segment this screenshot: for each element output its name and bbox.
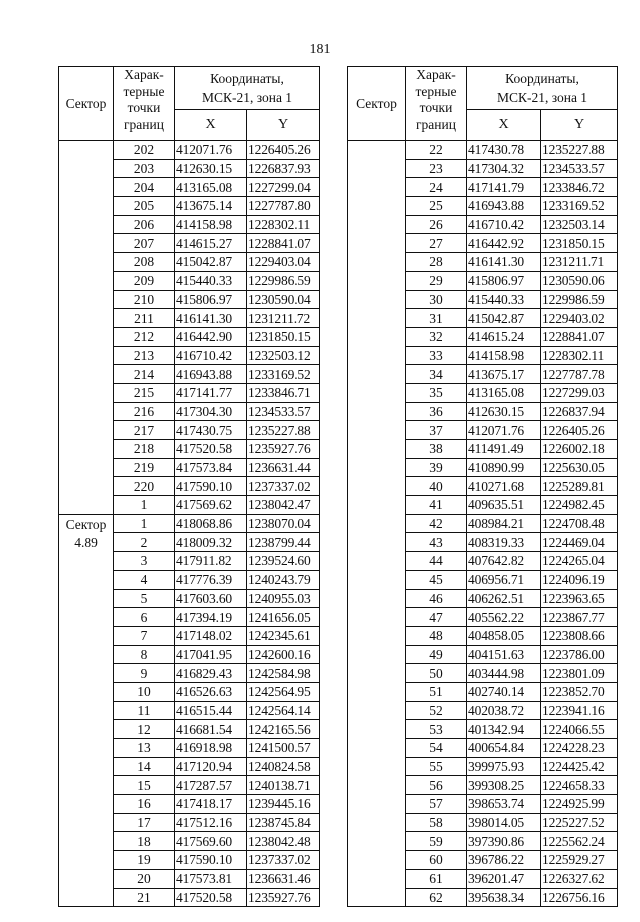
point-number: 219 [114, 458, 175, 477]
coord-x: 408319.33 [467, 533, 541, 552]
coord-x: 412071.76 [467, 421, 541, 440]
coord-x: 417520.58 [175, 888, 247, 907]
coord-y: 1224265.04 [541, 552, 618, 571]
coord-x: 417569.62 [175, 496, 247, 515]
point-number: 62 [406, 888, 467, 907]
coord-x: 396786.22 [467, 851, 541, 870]
point-number: 49 [406, 645, 467, 664]
point-number: 59 [406, 832, 467, 851]
coord-x: 416943.88 [467, 197, 541, 216]
coord-y: 1241656.05 [247, 608, 320, 627]
sector-cell [59, 514, 114, 906]
coord-y: 1240243.79 [247, 570, 320, 589]
coord-x: 417520.58 [175, 440, 247, 459]
coord-y: 1238042.47 [247, 496, 320, 515]
point-number: 1 [114, 514, 175, 533]
point-number: 217 [114, 421, 175, 440]
coord-x: 398653.74 [467, 795, 541, 814]
header-x: X [175, 110, 247, 141]
header-x: X [467, 110, 541, 141]
coord-y: 1226837.94 [541, 402, 618, 421]
coord-y: 1228841.07 [541, 327, 618, 346]
coord-x: 416943.88 [175, 365, 247, 384]
coord-y: 1228841.07 [247, 234, 320, 253]
coord-x: 417512.16 [175, 813, 247, 832]
coord-x: 415440.33 [175, 271, 247, 290]
point-number: 35 [406, 383, 467, 402]
coord-x: 396201.47 [467, 869, 541, 888]
point-number: 36 [406, 402, 467, 421]
coord-y: 1224708.48 [541, 514, 618, 533]
coord-x: 417569.60 [175, 832, 247, 851]
coord-x: 415440.33 [467, 290, 541, 309]
header-char-line: границ [124, 116, 164, 132]
point-number: 22 [406, 141, 467, 160]
header-char-line: границ [416, 116, 456, 132]
coord-y: 1226405.26 [541, 421, 618, 440]
point-number: 216 [114, 402, 175, 421]
coord-x: 416141.30 [467, 253, 541, 272]
coord-y: 1241500.57 [247, 739, 320, 758]
coord-x: 417430.75 [175, 421, 247, 440]
coord-x: 418009.32 [175, 533, 247, 552]
coord-y: 1226002.18 [541, 440, 618, 459]
coord-y: 1242564.14 [247, 701, 320, 720]
point-number: 210 [114, 290, 175, 309]
point-number: 18 [114, 832, 175, 851]
coord-y: 1223801.09 [541, 664, 618, 683]
point-number: 27 [406, 234, 467, 253]
header-coords-line: МСК-21, зона 1 [201, 90, 293, 105]
coord-y: 1233169.52 [247, 365, 320, 384]
header-char-line: Харак- [124, 67, 164, 82]
point-number: 3 [114, 552, 175, 571]
coord-x: 414158.98 [175, 215, 247, 234]
coord-y: 1231211.72 [247, 309, 320, 328]
coord-y: 1225562.24 [541, 832, 618, 851]
coord-y: 1233169.52 [541, 197, 618, 216]
coord-y: 1231211.71 [541, 253, 618, 272]
point-number: 41 [406, 496, 467, 515]
point-number: 29 [406, 271, 467, 290]
coord-y: 1225630.05 [541, 458, 618, 477]
point-number: 26 [406, 215, 467, 234]
coord-y: 1223808.66 [541, 626, 618, 645]
coord-x: 417041.95 [175, 645, 247, 664]
point-number: 32 [406, 327, 467, 346]
coord-y: 1227299.03 [541, 383, 618, 402]
point-number: 17 [114, 813, 175, 832]
coord-x: 416710.42 [175, 346, 247, 365]
coord-x: 413675.14 [175, 197, 247, 216]
coord-x: 416918.98 [175, 739, 247, 758]
coord-y: 1226405.26 [247, 141, 320, 160]
point-number: 215 [114, 383, 175, 402]
coord-x: 401342.94 [467, 720, 541, 739]
coord-y: 1224982.45 [541, 496, 618, 515]
coord-x: 415042.87 [467, 309, 541, 328]
point-number: 5 [114, 589, 175, 608]
coord-x: 411491.49 [467, 440, 541, 459]
point-number: 24 [406, 178, 467, 197]
header-char-points [114, 67, 175, 141]
coord-y: 1238070.04 [247, 514, 320, 533]
point-number: 61 [406, 869, 467, 888]
header-y: Y [247, 110, 320, 141]
point-number: 46 [406, 589, 467, 608]
coord-y: 1230590.06 [541, 271, 618, 290]
coord-y: 1227787.80 [247, 197, 320, 216]
point-number: 208 [114, 253, 175, 272]
point-number: 53 [406, 720, 467, 739]
coord-x: 408984.21 [467, 514, 541, 533]
coord-y: 1235927.76 [247, 440, 320, 459]
point-number: 50 [406, 664, 467, 683]
coord-x: 417911.82 [175, 552, 247, 571]
coord-x: 416442.90 [175, 327, 247, 346]
point-number: 42 [406, 514, 467, 533]
coord-y: 1229403.02 [541, 309, 618, 328]
coord-x: 399975.93 [467, 757, 541, 776]
point-number: 15 [114, 776, 175, 795]
coord-y: 1242600.16 [247, 645, 320, 664]
coord-x: 416442.92 [467, 234, 541, 253]
header-sector: Сектор [59, 67, 114, 141]
sector-label: 4.89 [74, 534, 98, 550]
header-coordinates [175, 67, 320, 110]
coord-x: 414615.27 [175, 234, 247, 253]
coord-y: 1229403.04 [247, 253, 320, 272]
coord-y: 1224096.19 [541, 570, 618, 589]
coord-y: 1223852.70 [541, 682, 618, 701]
coord-y: 1238042.48 [247, 832, 320, 851]
coord-x: 415042.87 [175, 253, 247, 272]
header-char-points [406, 67, 467, 141]
coord-y: 1236631.44 [247, 458, 320, 477]
point-number: 40 [406, 477, 467, 496]
coord-x: 416515.44 [175, 701, 247, 720]
table-row [59, 141, 320, 160]
coord-x: 395638.34 [467, 888, 541, 907]
point-number: 30 [406, 290, 467, 309]
point-number: 16 [114, 795, 175, 814]
point-number: 54 [406, 739, 467, 758]
point-number: 202 [114, 141, 175, 160]
point-number: 31 [406, 309, 467, 328]
coord-x: 410890.99 [467, 458, 541, 477]
table-body-right [348, 141, 618, 907]
coord-y: 1239445.16 [247, 795, 320, 814]
point-number: 60 [406, 851, 467, 870]
point-number: 214 [114, 365, 175, 384]
point-number: 213 [114, 346, 175, 365]
point-number: 212 [114, 327, 175, 346]
coord-x: 416710.42 [467, 215, 541, 234]
sector-cell [59, 141, 114, 515]
header-coords-line: Координаты, [505, 71, 579, 86]
point-number: 207 [114, 234, 175, 253]
coord-y: 1238745.84 [247, 813, 320, 832]
coord-x: 416829.43 [175, 664, 247, 683]
point-number: 45 [406, 570, 467, 589]
coord-x: 402740.14 [467, 682, 541, 701]
coord-x: 413165.08 [467, 383, 541, 402]
coord-x: 417304.30 [175, 402, 247, 421]
point-number: 58 [406, 813, 467, 832]
coord-x: 400654.84 [467, 739, 541, 758]
coordinates-table-right [347, 66, 618, 907]
point-number: 6 [114, 608, 175, 627]
point-number: 38 [406, 440, 467, 459]
coord-y: 1235227.88 [541, 141, 618, 160]
coord-x: 406262.51 [467, 589, 541, 608]
coord-x: 415806.97 [175, 290, 247, 309]
coord-y: 1223867.77 [541, 608, 618, 627]
coord-x: 417141.77 [175, 383, 247, 402]
coord-x: 413675.17 [467, 365, 541, 384]
point-number: 56 [406, 776, 467, 795]
coord-x: 417418.17 [175, 795, 247, 814]
coord-y: 1225929.27 [541, 851, 618, 870]
point-number: 209 [114, 271, 175, 290]
coord-x: 417430.78 [467, 141, 541, 160]
table-row [59, 514, 320, 533]
point-number: 1 [114, 496, 175, 515]
coord-x: 409635.51 [467, 496, 541, 515]
coord-x: 405562.22 [467, 608, 541, 627]
coord-x: 406956.71 [467, 570, 541, 589]
coord-x: 407642.82 [467, 552, 541, 571]
coord-y: 1238799.44 [247, 533, 320, 552]
coord-y: 1226327.62 [541, 869, 618, 888]
coord-y: 1227299.04 [247, 178, 320, 197]
point-number: 7 [114, 626, 175, 645]
point-number: 220 [114, 477, 175, 496]
point-number: 205 [114, 197, 175, 216]
coord-y: 1230590.04 [247, 290, 320, 309]
point-number: 39 [406, 458, 467, 477]
coord-x: 399308.25 [467, 776, 541, 795]
page-number: 181 [309, 42, 331, 57]
coord-x: 404858.05 [467, 626, 541, 645]
point-number: 37 [406, 421, 467, 440]
point-number: 44 [406, 552, 467, 571]
point-number: 55 [406, 757, 467, 776]
header-char-line: точки [127, 100, 161, 115]
coord-x: 412071.76 [175, 141, 247, 160]
coord-y: 1226837.93 [247, 159, 320, 178]
coord-x: 418068.86 [175, 514, 247, 533]
coord-y: 1232503.12 [247, 346, 320, 365]
coord-y: 1234533.57 [247, 402, 320, 421]
point-number: 206 [114, 215, 175, 234]
coord-x: 402038.72 [467, 701, 541, 720]
coord-y: 1224469.04 [541, 533, 618, 552]
point-number: 33 [406, 346, 467, 365]
point-number: 10 [114, 682, 175, 701]
table-body-left [59, 141, 320, 907]
coord-x: 417141.79 [467, 178, 541, 197]
point-number: 47 [406, 608, 467, 627]
coord-x: 416681.54 [175, 720, 247, 739]
coord-x: 404151.63 [467, 645, 541, 664]
coord-y: 1234533.57 [541, 159, 618, 178]
coord-x: 417776.39 [175, 570, 247, 589]
coord-x: 416526.63 [175, 682, 247, 701]
coord-x: 417287.57 [175, 776, 247, 795]
point-number: 34 [406, 365, 467, 384]
coord-y: 1227787.78 [541, 365, 618, 384]
header-char-line: терные [415, 83, 457, 99]
sector-label: Сектор [65, 516, 107, 532]
coord-x: 417603.60 [175, 589, 247, 608]
header-y: Y [541, 110, 618, 141]
coord-y: 1240138.71 [247, 776, 320, 795]
header-coordinates [467, 67, 618, 110]
point-number: 12 [114, 720, 175, 739]
point-number: 8 [114, 645, 175, 664]
coord-y: 1225289.81 [541, 477, 618, 496]
coord-y: 1223963.65 [541, 589, 618, 608]
point-number: 20 [114, 869, 175, 888]
header-coords-line: Координаты, [210, 71, 284, 86]
coord-y: 1239524.60 [247, 552, 320, 571]
coord-x: 417394.19 [175, 608, 247, 627]
coord-y: 1224228.23 [541, 739, 618, 758]
point-number: 51 [406, 682, 467, 701]
coord-y: 1242345.61 [247, 626, 320, 645]
point-number: 204 [114, 178, 175, 197]
coord-x: 412630.15 [467, 402, 541, 421]
point-number: 21 [114, 888, 175, 907]
coord-y: 1242564.95 [247, 682, 320, 701]
point-number: 9 [114, 664, 175, 683]
coord-y: 1242165.56 [247, 720, 320, 739]
coord-y: 1240955.03 [247, 589, 320, 608]
point-number: 57 [406, 795, 467, 814]
coord-y: 1240824.58 [247, 757, 320, 776]
coord-y: 1235227.88 [247, 421, 320, 440]
coord-x: 415806.97 [467, 271, 541, 290]
coordinates-table-left [58, 66, 320, 907]
point-number: 13 [114, 739, 175, 758]
coord-y: 1223786.00 [541, 645, 618, 664]
point-number: 2 [114, 533, 175, 552]
coord-x: 414158.98 [467, 346, 541, 365]
coord-x: 412630.15 [175, 159, 247, 178]
coord-y: 1232503.14 [541, 215, 618, 234]
coord-x: 403444.98 [467, 664, 541, 683]
coord-y: 1229986.59 [247, 271, 320, 290]
coord-y: 1242584.98 [247, 664, 320, 683]
point-number: 218 [114, 440, 175, 459]
coord-y: 1226756.16 [541, 888, 618, 907]
coord-x: 413165.08 [175, 178, 247, 197]
coord-x: 397390.86 [467, 832, 541, 851]
point-number: 28 [406, 253, 467, 272]
coord-y: 1237337.02 [247, 477, 320, 496]
point-number: 14 [114, 757, 175, 776]
coord-y: 1224066.55 [541, 720, 618, 739]
table-row [348, 141, 618, 160]
point-number: 43 [406, 533, 467, 552]
point-number: 48 [406, 626, 467, 645]
coord-x: 417304.32 [467, 159, 541, 178]
coord-x: 417590.10 [175, 851, 247, 870]
coord-x: 414615.24 [467, 327, 541, 346]
coord-x: 417120.94 [175, 757, 247, 776]
coord-x: 417573.81 [175, 869, 247, 888]
coord-y: 1224425.42 [541, 757, 618, 776]
point-number: 4 [114, 570, 175, 589]
coord-y: 1223941.16 [541, 701, 618, 720]
point-number: 19 [114, 851, 175, 870]
header-char-line: Харак- [416, 67, 456, 82]
point-number: 52 [406, 701, 467, 720]
coord-y: 1233846.72 [541, 178, 618, 197]
coord-x: 398014.05 [467, 813, 541, 832]
point-number: 23 [406, 159, 467, 178]
coord-x: 417573.84 [175, 458, 247, 477]
coord-y: 1225227.52 [541, 813, 618, 832]
coord-x: 416141.30 [175, 309, 247, 328]
coord-y: 1235927.76 [247, 888, 320, 907]
coord-y: 1236631.46 [247, 869, 320, 888]
sector-cell [348, 141, 406, 907]
point-number: 203 [114, 159, 175, 178]
coord-x: 410271.68 [467, 477, 541, 496]
coord-x: 417148.02 [175, 626, 247, 645]
coord-y: 1224658.33 [541, 776, 618, 795]
coord-y: 1231850.15 [541, 234, 618, 253]
coord-y: 1228302.11 [541, 346, 618, 365]
header-coords-line: МСК-21, зона 1 [496, 90, 588, 105]
coord-y: 1233846.71 [247, 383, 320, 402]
point-number: 11 [114, 701, 175, 720]
header-char-line: точки [419, 100, 453, 115]
coord-y: 1229986.59 [541, 290, 618, 309]
header-char-line: терные [123, 83, 165, 99]
coord-y: 1228302.11 [247, 215, 320, 234]
point-number: 25 [406, 197, 467, 216]
point-number: 211 [114, 309, 175, 328]
coord-y: 1231850.15 [247, 327, 320, 346]
coord-y: 1237337.02 [247, 851, 320, 870]
coord-x: 417590.10 [175, 477, 247, 496]
header-sector: Сектор [348, 67, 406, 141]
coord-y: 1224925.99 [541, 795, 618, 814]
